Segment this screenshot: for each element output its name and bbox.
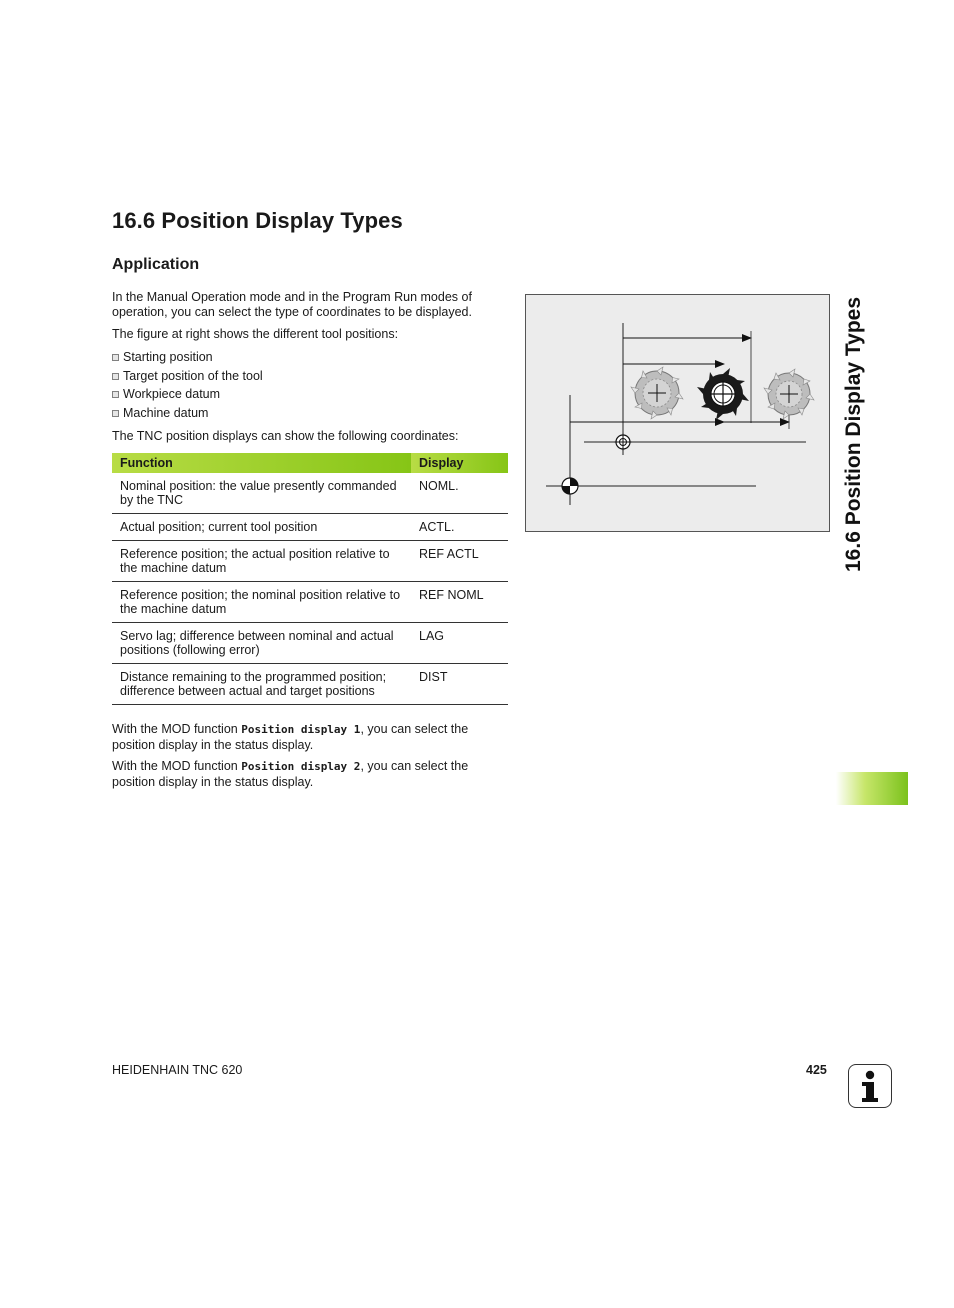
function-cell: Distance remaining to the programmed position; difference between actual and target positions [112, 664, 411, 705]
function-cell: Nominal position: the value presently commanded by the TNC [112, 473, 411, 514]
subsection-title: Application [112, 256, 200, 273]
table-row [112, 664, 508, 705]
machine-datum-icon [562, 478, 578, 494]
square-bullet-icon [112, 373, 119, 380]
display-cell: NOML. [411, 473, 508, 514]
square-bullet-icon [112, 391, 119, 398]
section-title: 16.6 Position Display Types [112, 208, 403, 233]
square-bullet-icon [112, 410, 119, 417]
list-item [112, 350, 263, 369]
mod-note-2 [112, 759, 504, 789]
vertical-section-title: 16.6 Position Display Types [842, 296, 865, 572]
list-item [112, 406, 263, 425]
chapter-tab-marker [836, 772, 908, 805]
list-item-text: Machine datum [123, 406, 209, 421]
tool-position-list [112, 350, 263, 425]
function-cell: Reference position; the nominal position relative to the machine datum [112, 582, 411, 623]
display-column-header: Display [411, 453, 508, 473]
table-row [112, 623, 508, 664]
table-row [112, 514, 508, 541]
tool-positions-figure [525, 294, 830, 532]
display-cell: ACTL. [411, 514, 508, 541]
workpiece-datum-icon [614, 433, 632, 451]
list-item [112, 387, 263, 406]
footer-product-name: HEIDENHAIN TNC 620 [112, 1063, 243, 1077]
position-display-table [112, 453, 508, 705]
side-chapter-title [834, 212, 874, 572]
table-row [112, 541, 508, 582]
mod-note-prefix: With the MOD function [112, 722, 242, 736]
table-header-row [112, 453, 508, 473]
list-item-text: Target position of the tool [123, 368, 263, 383]
table-row [112, 473, 508, 514]
figure-intro: The figure at right shows the different tool positions: [112, 327, 399, 341]
actual-position-tool-icon [697, 368, 749, 420]
mod-note-suffix: , you can select the position display in the status display. [112, 722, 469, 752]
list-item-text: Workpiece datum [123, 387, 221, 402]
mod-function-code: Position display 2 [241, 760, 361, 773]
mod-function-code: Position display 1 [241, 723, 361, 736]
mod-note-suffix: , you can select the position display in the status display. [112, 759, 469, 789]
display-cell: DIST [411, 664, 508, 705]
starting-position-tool-icon [631, 367, 683, 419]
function-cell: Servo lag; difference between nominal and actual positions (following error) [112, 623, 411, 664]
function-cell: Reference position; the actual position relative to the machine datum [112, 541, 411, 582]
table-row [112, 582, 508, 623]
list-item [112, 369, 263, 388]
page-number: 425 [806, 1063, 827, 1077]
mod-note-1 [112, 722, 504, 752]
tool-positions-diagram [526, 295, 829, 531]
info-icon [848, 1064, 892, 1108]
function-column-header: Function [112, 453, 411, 473]
function-cell: Actual position; current tool position [112, 514, 411, 541]
list-item-text: Starting position [123, 350, 213, 364]
intro-paragraph: In the Manual Operation mode and in the Program Run modes of operation, you can select the type of coordinates to be displayed. [112, 290, 472, 319]
table-intro: The TNC position displays can show the following coordinates: [112, 429, 459, 443]
target-position-tool-icon [764, 369, 814, 419]
display-cell: LAG [411, 623, 508, 664]
display-cell: REF ACTL [411, 541, 508, 582]
square-bullet-icon [112, 354, 119, 361]
mod-note-prefix: With the MOD function [112, 759, 242, 773]
display-cell: REF NOML [411, 582, 508, 623]
